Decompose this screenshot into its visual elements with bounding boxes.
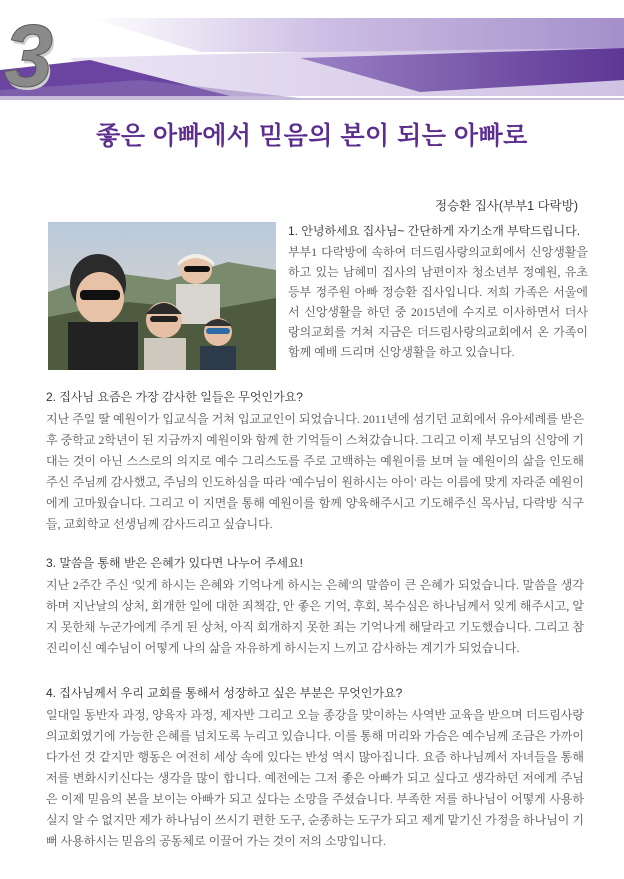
answer-1-text: 부부1 다락방에 속하여 더드림사랑의교회에서 신앙생활을 하고 있는 남혜미 집사의 남편이자 청소년부 정예원, 유초등부 정주원 아빠 정승환 집사입니다. 저희 가족은 서울에서 신앙생활을 하던 중 2015년에 수지로 이사하면서 더사랑의교회를 거쳐 지금은 더드림사랑의교회에서 온 가족이 함께 예배 드리며 신앙생활을 하고 있습니다. <box>288 245 588 359</box>
family-photo <box>48 222 276 370</box>
author-byline: 정승환 집사(부부1 다락방) <box>435 199 578 213</box>
banner-graphic <box>0 0 624 110</box>
interview-section-4 <box>46 684 584 852</box>
answer-3-text: 지난 2주간 주신 '잊게 하시는 은혜와 기억나게 하시는 은혜'의 말씀이 큰 은혜가 되었습니다. 말씀을 생각하며 지난날의 상처, 회개한 일에 대한 죄책감, 안 좋은 기억, 후회, 복수심은 하나님께서 잊게 해주시고, 알지 못한채 누군가에게 주게 된 상처, 아직 회개하지 못한 죄는 기억나게 해달라고 기도했습니다. 그리고 참 진리이신 예수님이 어떻게 나의 삶을 자유하게 하시는지 느끼고 감사하는 계기가 되었습니다. <box>46 578 584 655</box>
article-number: 3 <box>4 6 53 105</box>
article-title: 좋은 아빠에서 믿음의 본이 되는 아빠로 <box>96 122 528 150</box>
cross-icon <box>0 0 34 22</box>
question-3-heading: 3. 말씀을 통해 받은 은혜가 있다면 나누어 주세요! <box>46 556 303 570</box>
question-4-heading: 4. 집사님께서 우리 교회를 통해서 성장하고 싶은 부분은 무엇인가요? <box>46 686 403 700</box>
question-1-heading: 1. 안녕하세요 집사님~ 간단하게 자기소개 부탁드립니다. <box>288 224 581 238</box>
header-banner <box>0 0 624 110</box>
answer-4-text: 일대일 동반자 과정, 양육자 과정, 제자반 그리고 오늘 종강을 맞이하는 사역반 교육을 받으며 더드림사랑의교회였기에 가능한 은혜를 넘치도록 누리고 있습니다. 이를 통해 머리와 가슴은 예수님께 조금은 가까이 다가선 것 같지만 행동은 여전히 세상 속에 있다는 반성 역시 많아집니다. 요즘 하나님께서 자녀들을 통해 저를 변화시키신다는 생각을 많이 합니다. 예전에는 그저 좋은 아빠가 되고 싶다고 생각하던 저에게 주님은 이제 믿음의 본을 보이는 아빠가 되고 싶다는 소망을 주셨습니다. 부족한 저를 하나님이 어떻게 사용하실지 알 수 없지만 제가 하나님이 쓰시기 편한 도구, 순종하는 도구가 되고 제게 맡기신 가정을 하나님이 기뻐 사용하시는 믿음의 공동체로 이끌어 가는 것이 저의 소망입니다. <box>46 708 584 848</box>
answer-2-text: 지난 주일 딸 예원이가 입교식을 거쳐 입교교인이 되었습니다. 2011년에 섬기던 교회에서 유아세례를 받은 후 중학교 2학년이 된 지금까지 예원이와 함께 한 기억들이 스쳐갔습니다. 그리고 이제 부모님의 신앙에 기대는 것이 아닌 스스로의 의지로 예수 그리스도를 주로 고백하는 예원이를 보며 늘 예원이의 삶을 인도해주신 주님께 감사했고, 주님의 인도하심을 따라 '예수님이 원하시는 아이' 라는 이름에 맞게 자라준 예원이에게 고마웠습니다. 그리고 이 지면을 통해 예원이를 함께 양육해주시고 기도해주신 목사님, 다락방 식구들, 교회학교 선생님께 감사드리고 싶습니다. <box>46 412 584 531</box>
interview-section-3 <box>46 554 584 659</box>
interview-section-2 <box>46 388 584 535</box>
question-2-heading: 2. 집사님 요즘은 가장 감사한 일들은 무엇인가요? <box>46 390 303 404</box>
